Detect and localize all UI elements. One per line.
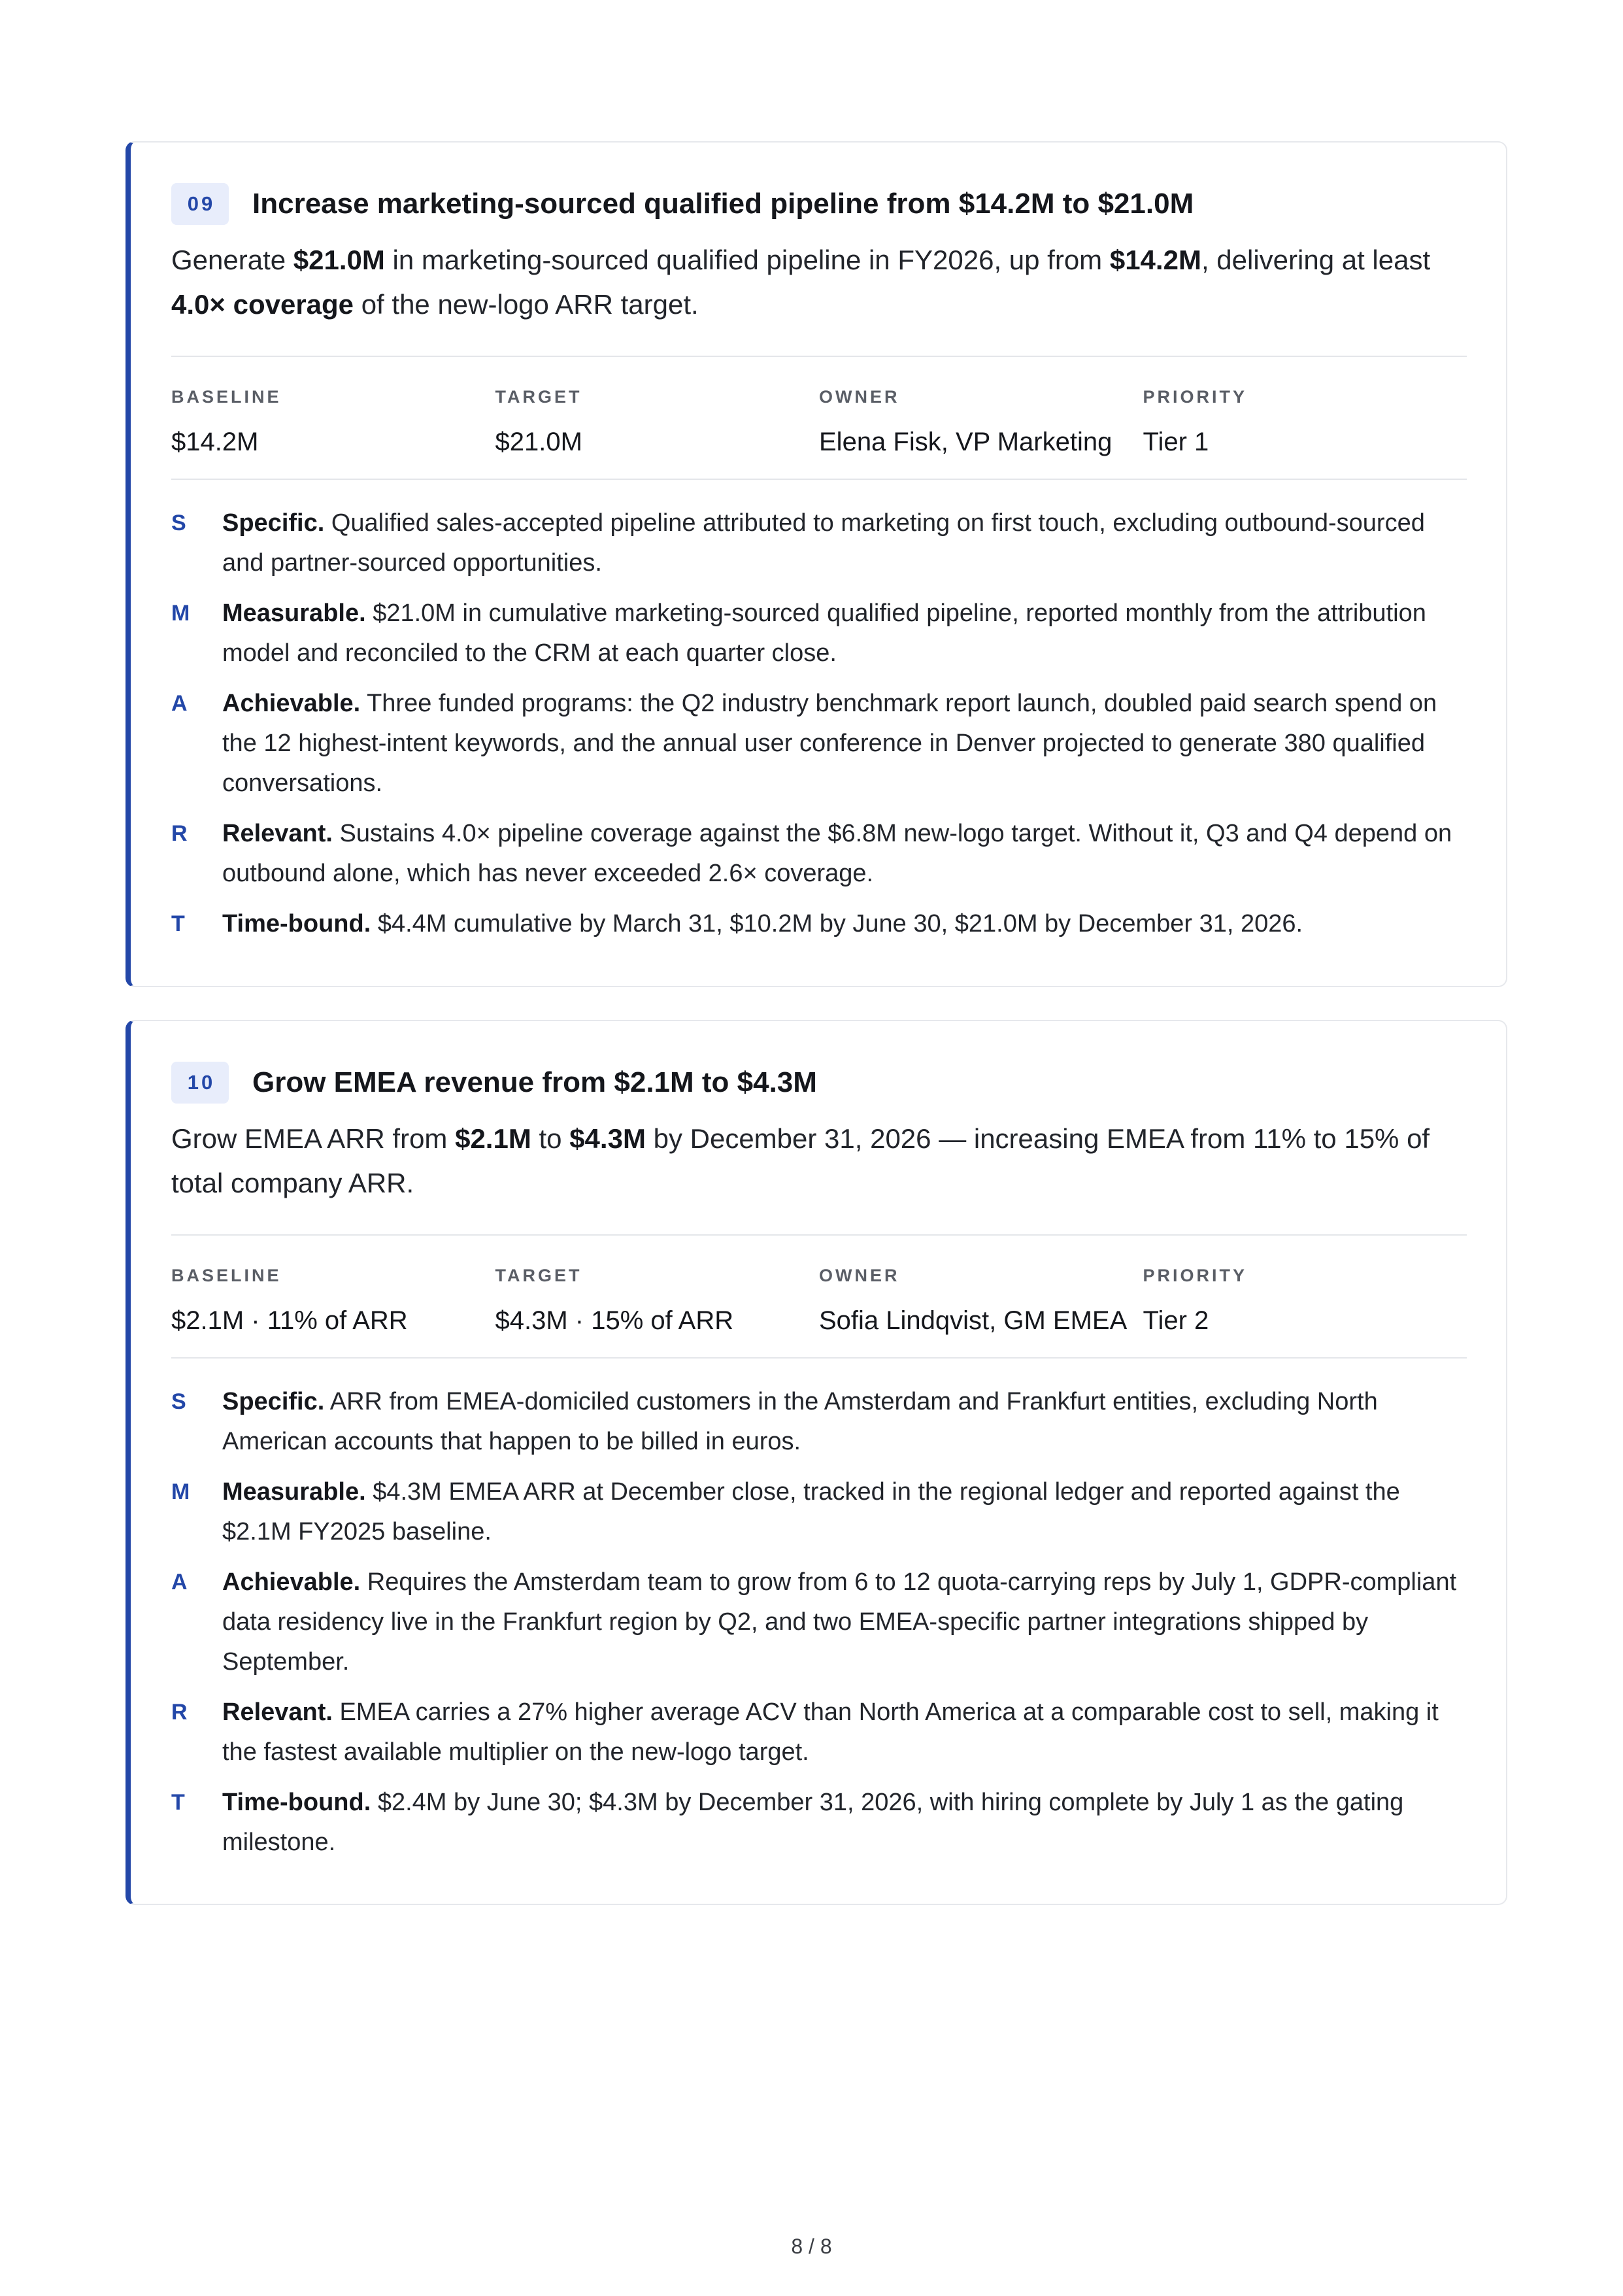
summary-emphasis: $21.0M — [293, 245, 385, 275]
objective-number-badge: 10 — [171, 1062, 229, 1104]
smart-text: $21.0M in cumulative marketing-sourced qualified pipeline, reported monthly from the attribution model and reconciled to the CRM at each quarter close. — [222, 599, 1426, 667]
smart-measurable — [171, 594, 1467, 673]
metric-value: $2.1M · 11% of ARR — [171, 1306, 408, 1335]
smart-text: Three funded programs: the Q2 industry benchmark report launch, doubled paid search spend on the 12 highest-intent keywords, and the annual user conference in Denver projected to generate 380 qualified conversations. — [222, 690, 1437, 797]
metric-label: PRIORITY — [1143, 1266, 1248, 1285]
smart-criteria-list — [171, 503, 1467, 944]
smart-name: Specific. — [222, 509, 325, 537]
summary-emphasis: $2.1M — [455, 1123, 531, 1154]
objective-card — [125, 141, 1507, 987]
objective-summary — [171, 238, 1467, 327]
smart-achievable — [171, 684, 1467, 803]
smart-specific — [171, 1382, 1467, 1462]
smart-criteria-list — [171, 1382, 1467, 1863]
metric-value: Sofia Lindqvist, GM EMEA — [819, 1306, 1128, 1335]
metric-label: TARGET — [495, 1266, 582, 1285]
smart-name: Time-bound. — [222, 910, 371, 937]
summary-text: in marketing-sourced qualified pipeline in FY2026, up from — [384, 245, 1110, 275]
objective-header — [171, 183, 1194, 225]
metric-value: $21.0M — [495, 428, 582, 456]
smart-text: Qualified sales-accepted pipeline attributed to marketing on first touch, excluding outbound-sourced and partner-sourced opportunities. — [222, 509, 1425, 577]
summary-text: Generate — [171, 245, 293, 275]
summary-text: to — [531, 1123, 570, 1154]
smart-name: Relevant. — [222, 1698, 333, 1726]
metric-target — [495, 1266, 820, 1336]
metric-owner — [819, 1266, 1143, 1336]
smart-measurable — [171, 1472, 1467, 1552]
summary-emphasis: $14.2M — [1109, 245, 1201, 275]
smart-text: $4.4M cumulative by March 31, $10.2M by June 30, $21.0M by December 31, 2026. — [371, 910, 1303, 937]
smart-specific — [171, 503, 1467, 583]
summary-text: by December 31, 2026 — increasing EMEA from 11% to 15% of total company ARR. — [171, 1123, 1430, 1198]
metric-label: TARGET — [495, 387, 582, 407]
metric-owner — [819, 387, 1143, 457]
smart-letter: T — [171, 911, 185, 936]
divider — [171, 1234, 1467, 1236]
metric-baseline — [171, 1266, 495, 1336]
metric-value: $4.3M · 15% of ARR — [495, 1306, 734, 1335]
metric-baseline — [171, 387, 495, 457]
summary-text: , delivering at least — [1201, 245, 1431, 275]
metric-value: $14.2M — [171, 428, 259, 456]
smart-text: Sustains 4.0× pipeline coverage against the $6.8M new-logo target. Without it, Q3 and Q4 depend on outbound alone, which has never exceeded 2.6× coverage. — [222, 820, 1452, 887]
smart-text: $4.3M EMEA ARR at December close, tracked in the regional ledger and reported against the $2.1M FY2025 baseline. — [222, 1478, 1400, 1545]
smart-letter: M — [171, 601, 190, 626]
smart-name: Measurable. — [222, 599, 366, 627]
metric-label: OWNER — [819, 387, 900, 407]
summary-text: of the new-logo ARR target. — [354, 289, 699, 320]
summary-emphasis: $4.3M — [569, 1123, 646, 1154]
smart-name: Achievable. — [222, 1568, 361, 1596]
smart-letter: A — [171, 1570, 188, 1595]
summary-emphasis: 4.0× coverage — [171, 289, 354, 320]
smart-letter: T — [171, 1790, 185, 1815]
smart-text: $2.4M by June 30; $4.3M by December 31, 2026, with hiring complete by July 1 as the gating milestone. — [222, 1789, 1404, 1856]
metric-label: BASELINE — [171, 1266, 282, 1285]
objective-card — [125, 1020, 1507, 1905]
smart-letter: M — [171, 1479, 190, 1504]
objective-title: Increase marketing-sourced qualified pipeline from $14.2M to $21.0M — [252, 188, 1194, 220]
metrics-row — [171, 1266, 1467, 1336]
objective-header — [171, 1062, 817, 1104]
metric-value: Tier 2 — [1143, 1306, 1209, 1335]
smart-letter: A — [171, 691, 188, 716]
smart-name: Relevant. — [222, 820, 333, 847]
smart-letter: R — [171, 1700, 188, 1725]
metric-priority — [1143, 1266, 1467, 1336]
divider — [171, 1357, 1467, 1359]
summary-text: Grow EMEA ARR from — [171, 1123, 456, 1154]
smart-time-bound — [171, 1783, 1467, 1863]
smart-text: EMEA carries a 27% higher average ACV than North America at a comparable cost to sell, making it the fastest available multiplier on the new-logo target. — [222, 1698, 1439, 1766]
metric-value: Elena Fisk, VP Marketing — [819, 428, 1113, 456]
objective-number-badge: 09 — [171, 183, 229, 225]
smart-relevant — [171, 814, 1467, 894]
smart-name: Achievable. — [222, 690, 361, 717]
objective-title: Grow EMEA revenue from $2.1M to $4.3M — [252, 1066, 817, 1098]
metrics-row — [171, 387, 1467, 457]
smart-achievable — [171, 1562, 1467, 1682]
smart-letter: S — [171, 1389, 186, 1414]
smart-letter: R — [171, 821, 188, 846]
smart-name: Specific. — [222, 1388, 325, 1415]
smart-letter: S — [171, 511, 186, 535]
smart-text: ARR from EMEA-domiciled customers in the Amsterdam and Frankfurt entities, excluding North American accounts that happen to be billed in euros. — [222, 1388, 1378, 1455]
metric-label: OWNER — [819, 1266, 900, 1285]
divider — [171, 479, 1467, 480]
smart-relevant — [171, 1693, 1467, 1772]
divider — [171, 356, 1467, 357]
smart-name: Time-bound. — [222, 1789, 371, 1816]
metric-target — [495, 387, 820, 457]
metric-label: BASELINE — [171, 387, 282, 407]
metric-label: PRIORITY — [1143, 387, 1248, 407]
smart-time-bound — [171, 904, 1467, 944]
metric-value: Tier 1 — [1143, 428, 1209, 456]
smart-text: Requires the Amsterdam team to grow from 6 to 12 quota-carrying reps by July 1, GDPR-compliant data residency live in the Frankfurt region by Q2, and two EMEA-specific partner integrations shipped by September. — [222, 1568, 1457, 1676]
metric-priority — [1143, 387, 1467, 457]
page-number: 8 / 8 — [791, 2235, 832, 2258]
smart-name: Measurable. — [222, 1478, 366, 1506]
objective-summary — [171, 1117, 1467, 1206]
